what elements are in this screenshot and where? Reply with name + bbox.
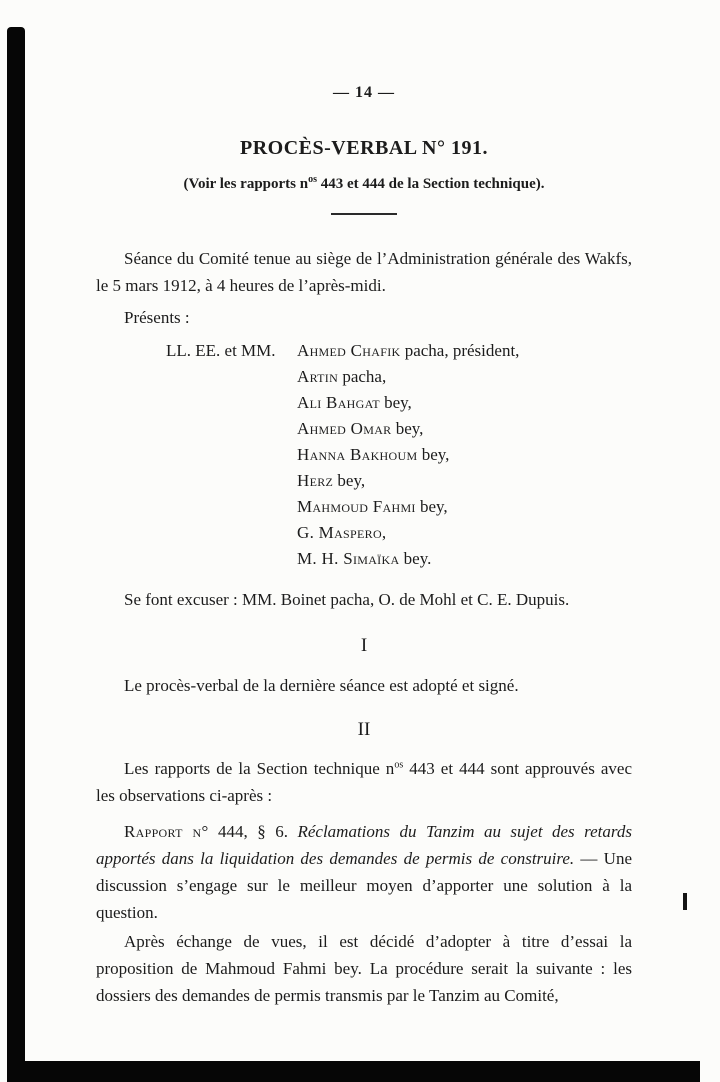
section-2-text-post: 443 et 444 sont approuvés avec les observations ci-après : <box>96 759 632 805</box>
attendee-row <box>166 442 632 468</box>
rapport-body: Une discussion s’engage sur le meilleur moyen d’apporter une solution à la question. <box>96 849 632 922</box>
attendee-title: bey, <box>417 445 450 464</box>
section-2-heading: II <box>357 719 371 740</box>
attendee-row <box>166 546 632 572</box>
attendee-name: Ahmed Omar <box>297 419 392 438</box>
section-1-heading: I <box>360 635 368 656</box>
attendee-name: M. H. Simaïka <box>297 549 400 568</box>
attendee-title: bey, <box>391 419 424 438</box>
attendee-title: bey. <box>399 549 432 568</box>
attendee-title: bey, <box>415 497 448 516</box>
subtitle-superscript: os <box>308 174 317 185</box>
attendee-row <box>166 416 632 442</box>
rapport-reference: 444, § 6. <box>208 822 298 841</box>
attendee-title: bey, <box>333 471 366 490</box>
rapport-title-italic: Réclamations du Tanzim au sujet des retards apportés dans la liquidation des demandes de permis de construire. <box>96 822 633 868</box>
attendee-name: Ahmed Chafik <box>297 341 401 360</box>
attendee-row <box>166 520 632 546</box>
attendee-row <box>166 468 632 494</box>
attendees-prefix: LL. EE. et MM. <box>166 341 276 360</box>
rapport-separator: — <box>574 849 604 868</box>
attendee-name: Hanna Bakhoum <box>297 445 418 464</box>
attendee-row <box>166 494 632 520</box>
attendee-name: Artin <box>297 367 339 386</box>
section-1-body: Le procès-verbal de la dernière séance est adopté et signé. <box>124 676 519 695</box>
attendee-name: Mahmoud Fahmi <box>297 497 416 516</box>
attendee-name: Ali Bahgat <box>297 393 380 412</box>
attendee-row <box>166 338 632 364</box>
attendee-title: pacha, <box>338 367 387 386</box>
intro-paragraph: Séance du Comité tenue au siège de l’Administration générale des Wakfs, le 5 mars 1912, à 4 heures de l’après-midi. <box>96 249 632 295</box>
scan-edge-bottom <box>7 1061 700 1082</box>
rapport-label: Rapport n° <box>124 822 209 841</box>
divider-rule <box>331 213 397 215</box>
document-title: PROCÈS-VERBAL N° 191. <box>240 137 488 159</box>
attendee-name: Herz <box>297 471 334 490</box>
section-2-body <box>96 755 632 809</box>
attendee-row <box>166 390 632 416</box>
section-2-text-pre: Les rapports de la Section technique n <box>124 759 395 778</box>
scan-mark-right <box>683 893 687 910</box>
subtitle-text-pre: (Voir les rapports n <box>183 176 309 192</box>
attendee-title: bey, <box>379 393 412 412</box>
presents-label: Présents : <box>124 308 190 327</box>
document-subtitle <box>96 176 632 193</box>
attendee-title: pacha, président, <box>400 341 520 360</box>
section-2-superscript: os <box>394 759 404 771</box>
excused-paragraph: Se font excuser : MM. Boinet pacha, O. de Mohl et C. E. Dupuis. <box>124 590 570 609</box>
subtitle-text-post: 443 et 444 de la Section technique). <box>317 176 545 192</box>
attendees-list <box>96 338 632 572</box>
closing-paragraph: Après échange de vues, il est décidé d’adopter à titre d’essai la proposition de Mahmoud Fahmi bey. La procédure serait la suivante : les dossiers des demandes de permis transmis par le Tanzim au Comité, <box>96 932 632 1005</box>
scan-edge-left <box>7 27 25 1082</box>
attendee-title: , <box>381 523 387 542</box>
attendee-name: G. Maspero <box>297 523 382 542</box>
attendee-row <box>166 364 632 390</box>
page-number: — 14 — <box>333 84 395 101</box>
rapport-paragraph <box>96 818 632 926</box>
page-content <box>96 0 632 1009</box>
